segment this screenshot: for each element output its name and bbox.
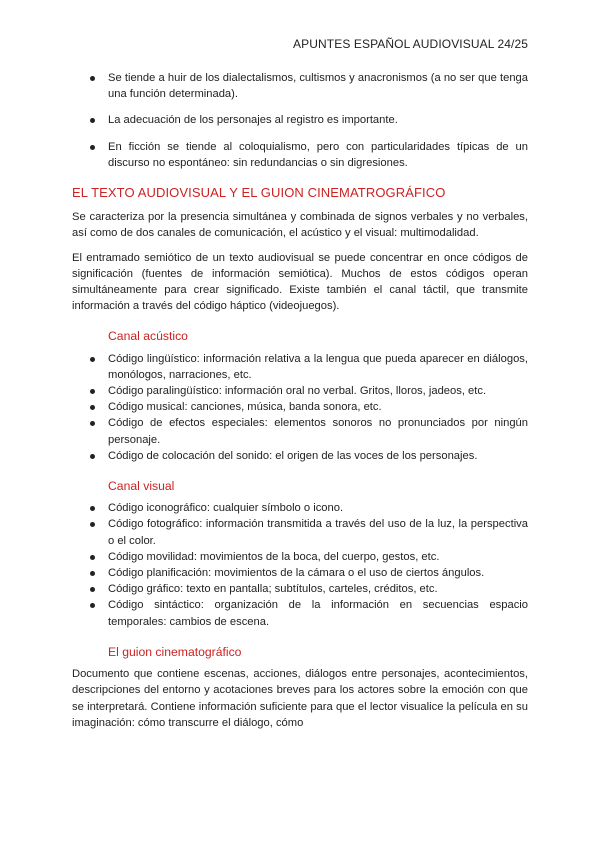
list-item: Código paralingüístico: información oral no verbal. Gritos, lloros, jadeos, etc. <box>72 383 528 399</box>
paragraph: Se caracteriza por la presencia simultánea y combinada de signos verbales y no verbales, así como de dos canales de comunicación, el acústico y el visual: multimodalidad. <box>72 211 528 240</box>
acoustic-code-list <box>72 351 528 464</box>
list-item: Código movilidad: movimientos de la boca, del cuerpo, gestos, etc. <box>72 549 528 565</box>
subheading-guion: El guion cinematográfico <box>108 644 242 659</box>
visual-code-list <box>72 500 528 630</box>
list-item: La adecuación de los personajes al registro es importante. <box>72 112 528 128</box>
list-item: Código gráfico: texto en pantalla; subtítulos, carteles, créditos, etc. <box>72 581 528 597</box>
paragraph: Documento que contiene escenas, acciones, diálogos entre personajes, acontecimientos, descripciones del entorno y acotaciones breves para los actores sobre la emoción con que se interpretará. Contiene información suficiente para que el lector visualice la película en su imaginación: cómo transcurre el diálogo, cómo <box>72 668 528 729</box>
list-item: Código de efectos especiales: elementos sonoros no pronunciados por ningún personaje. <box>72 415 528 447</box>
list-item: Código de colocación del sonido: el origen de las voces de los personajes. <box>72 448 528 464</box>
subheading-canal-visual: Canal visual <box>108 479 175 494</box>
list-item: Código lingüístico: información relativa a la lengua que pueda aparecer en diálogos, monólogos, narraciones, etc. <box>72 351 528 383</box>
paragraph: El entramado semiótico de un texto audiovisual se puede concentrar en once códigos de significación (fuentes de información semiótica). Muchos de estos códigos operan simultáneamente para crear significado. Existe también el canal táctil, que transmite información a través del código háptico (videojuegos). <box>72 251 528 313</box>
list-item: Código musical: canciones, música, banda sonora, etc. <box>72 399 528 415</box>
list-item: En ficción se tiende al coloquialismo, pero con particularidades típicas de un discurso no espontáneo: sin redundancias o sin digresiones. <box>72 139 528 171</box>
list-item: Código sintáctico: organización de la información en secuencias espacio temporales: cambios de escena. <box>72 597 528 629</box>
subheading-canal-acustico: Canal acústico <box>108 329 188 344</box>
list-item: Código fotográfico: información transmitida a través del uso de la luz, la perspectiva o el color. <box>72 516 528 548</box>
document-body <box>72 70 528 739</box>
list-item: Código iconográfico: cualquier símbolo o icono. <box>72 500 528 516</box>
intro-bullet-list <box>72 70 528 171</box>
list-item: Código planificación: movimientos de la cámara o el uso de ciertos ángulos. <box>72 565 528 581</box>
page-header: APUNTES ESPAÑOL AUDIOVISUAL 24/25 <box>293 37 528 51</box>
section-heading: EL TEXTO AUDIOVISUAL Y EL GUION CINEMATROGRÁFICO <box>72 185 446 201</box>
list-item: Se tiende a huir de los dialectalismos, cultismos y anacronismos (a no ser que tenga una función determinada). <box>72 70 528 102</box>
